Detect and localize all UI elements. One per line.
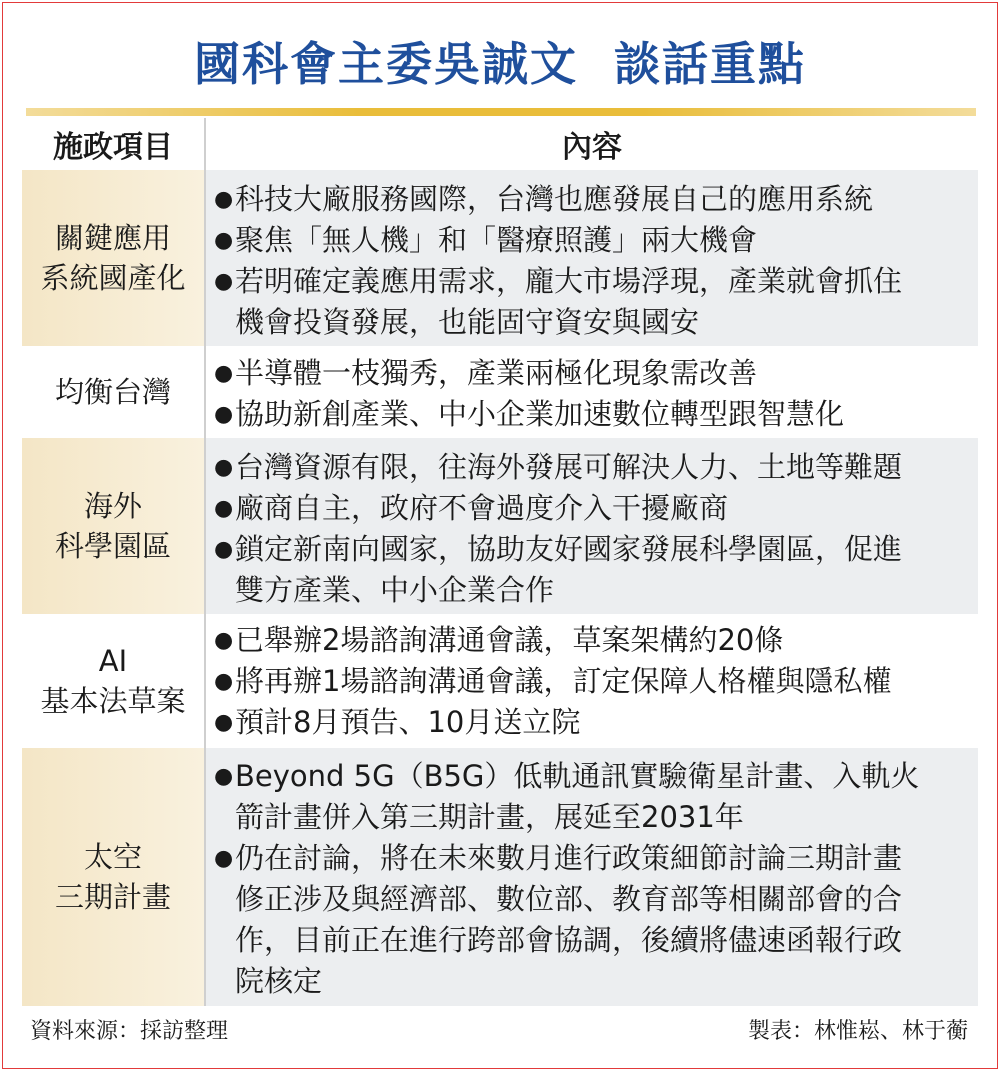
table-row <box>22 170 978 346</box>
row-category: 關鍵應用 系統國產化 <box>22 170 204 346</box>
table-row <box>22 346 978 438</box>
bullet-item: ● 預計8月預告、10月送立院 <box>206 702 978 743</box>
table-row <box>22 614 978 748</box>
row-content <box>206 438 978 614</box>
credit-note: 製表：林惟崧、林于蘅 <box>747 1019 968 1044</box>
bullet-item: ● 將再辦1場諮詢溝通會議，訂定保障人格權與隱私權 <box>206 661 978 702</box>
row-content <box>206 346 978 438</box>
row-content <box>206 170 978 346</box>
bullet-item: ● 已舉辦2場諮詢溝通會議，草案架構約20條 <box>206 620 978 661</box>
source-note: 資料來源：採訪整理 <box>30 1019 229 1044</box>
row-category: 海外 科學園區 <box>22 438 204 614</box>
bullet-item: ● 聚焦「無人機」和「醫療照護」兩大機會 <box>206 220 978 261</box>
row-content <box>206 748 978 1006</box>
page-title: 國科會主委吳誠文 談話重點 <box>193 37 807 91</box>
bullet-item: ● 廠商自主，政府不會過度介入干擾廠商 <box>206 488 978 529</box>
title-underline <box>26 108 976 116</box>
bullet-item: ● 若明確定義應用需求，龐大市場浮現，產業就會抓住 機會投資發展，也能固守資安與國安 <box>206 261 978 343</box>
bullet-item: ● 仍在討論，將在未來數月進行政策細節討論三期計畫 修正涉及與經濟部、數位部、教育部等相關部會的合 作，目前正在進行跨部會協調，後續將儘速函報行政 院核定 <box>206 838 978 1002</box>
row-category: 太空 三期計畫 <box>22 748 204 1006</box>
bullet-item: ● 半導體一枝獨秀，產業兩極化現象需改善 <box>206 353 978 394</box>
table-row <box>22 438 978 614</box>
row-category: 均衡台灣 <box>54 375 171 409</box>
bullet-item: ● 鎖定新南向國家，協助友好國家發展科學園區，促進 雙方產業、中小企業合作 <box>206 529 978 611</box>
column-header-content: 內容 <box>562 130 622 165</box>
column-header-policy: 施政項目 <box>53 130 173 165</box>
bullet-item: ● 協助新創產業、中小企業加速數位轉型跟智慧化 <box>206 394 978 435</box>
bullet-item: ● 科技大廠服務國際，台灣也應發展自己的應用系統 <box>206 179 978 220</box>
row-content <box>206 614 978 748</box>
bullet-item: ● Beyond 5G（B5G）低軌通訊實驗衛星計畫、入軌火 箭計畫併入第三期計畫，展延至2031年 <box>206 756 978 838</box>
row-category: AI 基本法草案 <box>40 644 186 718</box>
column-divider <box>204 118 206 1006</box>
table-row <box>22 748 978 1006</box>
bullet-item: ● 台灣資源有限，往海外發展可解決人力、土地等難題 <box>206 447 978 488</box>
